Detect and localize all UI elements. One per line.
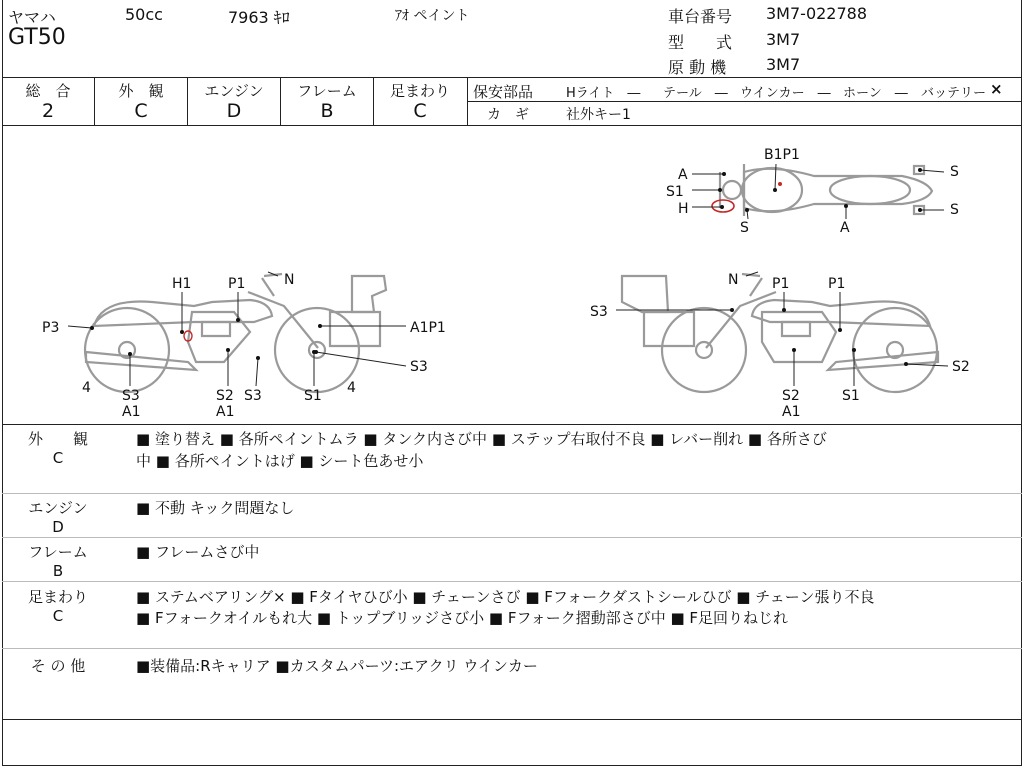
engine-model-label: 原 動 機 (668, 58, 727, 77)
model-type-label: 型 式 (668, 33, 733, 52)
key-value: 社外キー1 (566, 107, 631, 123)
label-p3: P3 (42, 320, 60, 336)
model-name: GT50 (8, 25, 66, 50)
divider (2, 77, 1022, 78)
winker-status: ウインカー ― (740, 86, 831, 101)
chassis-number-value: 3M7-022788 (766, 4, 868, 23)
grade-engine-value: D (226, 100, 242, 122)
label-s: S (950, 202, 959, 218)
section-engine-label: エンジン (28, 499, 88, 517)
engine-model-value: 3M7 (766, 55, 801, 74)
grade-overall-label: 総 合 (25, 82, 71, 100)
divider (2, 493, 1022, 494)
taillight-status: テール ― (663, 86, 728, 101)
label-h: H (678, 201, 689, 217)
section-exterior-grade: C (52, 449, 64, 467)
label-s1: S1 (666, 184, 684, 200)
grade-frame-value: B (320, 100, 334, 122)
grade-exterior-label: 外 観 (118, 82, 164, 100)
horn-status: ホーン ― (843, 86, 908, 101)
divider (2, 537, 1022, 538)
label-a1p1: A1P1 (410, 320, 446, 336)
divider (2, 719, 1022, 720)
section-suspension-line: ■ Fフォークオイルもれ大 ■ トップブリッジさび小 ■ Fフォーク摺動部さび中 ■ F足回りねじれ (136, 609, 789, 627)
mileage: 7963 ｷﾛ (228, 8, 290, 27)
label-p1: P1 (772, 276, 790, 292)
label-4: 4 (347, 380, 356, 396)
displacement: 50cc (125, 5, 163, 24)
motorcycle-damage-diagram (2, 126, 1022, 424)
label-a: A (678, 167, 688, 183)
label-n: N (284, 272, 295, 288)
label-s1: S1 (304, 388, 322, 404)
battery-status-mark: × (990, 80, 1003, 98)
divider (2, 581, 1022, 582)
safety-parts-label: 保安部品 (473, 83, 534, 101)
grade-suspension-value: C (413, 100, 427, 122)
label-s3: S3 (244, 388, 262, 404)
grade-suspension-label: 足まわり (389, 82, 450, 100)
divider (2, 765, 1022, 766)
label-a1: A1 (782, 404, 801, 420)
section-exterior-line: 中 ■ 各所ペイントはげ ■ シート色あせ小 (136, 452, 424, 470)
top-view-labels (666, 147, 959, 236)
section-exterior-label: 外 観 (27, 430, 88, 448)
model-type-value: 3M7 (766, 30, 801, 49)
label-n: N (728, 272, 739, 288)
label-p1: P1 (828, 276, 846, 292)
section-suspension-label: 足まわり (27, 588, 88, 606)
section-suspension-grade: C (52, 607, 64, 625)
headlight-status: Hライト ― (566, 86, 641, 101)
section-engine-grade: D (52, 518, 64, 536)
section-frame-grade: B (52, 562, 64, 580)
divider (467, 77, 468, 125)
body-color: ｱｵ ペイント (395, 8, 470, 24)
label-s2: S2 (952, 359, 970, 375)
label-a1: A1 (122, 404, 141, 420)
label-s1: S1 (842, 388, 860, 404)
label-p1: P1 (228, 276, 246, 292)
grade-exterior-value: C (134, 100, 148, 122)
section-engine-line: ■ 不動 キック問題なし (136, 499, 295, 517)
label-s2: S2 (782, 388, 800, 404)
section-exterior-line: ■ 塗り替え ■ 各所ペイントムラ ■ タンク内さび中 ■ ステップ右取付不良 ■ レバー削れ ■ 各所さび (136, 430, 827, 448)
label-h1: H1 (172, 276, 192, 292)
label-a1: A1 (216, 404, 235, 420)
label-a: A (840, 220, 850, 236)
chassis-number-label: 車台番号 (668, 7, 733, 26)
divider (2, 648, 1022, 649)
label-s2: S2 (216, 388, 234, 404)
label-s3: S3 (122, 388, 140, 404)
key-label: カ ギ (487, 107, 529, 123)
grade-frame-label: フレーム (297, 82, 357, 100)
left-side-view-labels (42, 272, 446, 420)
label-s: S (950, 164, 959, 180)
section-other-label: そ の 他 (30, 657, 86, 675)
label-s3: S3 (590, 304, 608, 320)
top-view-diagram (712, 164, 932, 216)
section-suspension-line: ■ ステムベアリング× ■ Fタイヤひび小 ■ チェーンさび ■ Fフォークダストシールひび ■ チェーン張り不良 (136, 588, 875, 606)
grade-engine-label: エンジン (204, 82, 264, 100)
label-s: S (740, 220, 749, 236)
label-s3: S3 (410, 359, 428, 375)
label-4: 4 (82, 380, 91, 396)
battery-label: バッテリー (921, 86, 987, 101)
label-b1p1: B1P1 (764, 147, 800, 163)
divider (467, 101, 1022, 102)
section-frame-line: ■ フレームさび中 (136, 543, 260, 561)
section-frame-label: フレーム (28, 543, 88, 561)
section-other-line: ■装備品:Rキャリア ■カスタムパーツ:エアクリ ウインカー (136, 657, 538, 675)
maker-name: ヤマハ (8, 8, 56, 27)
divider (2, 424, 1022, 425)
grade-overall-value: 2 (41, 100, 55, 122)
